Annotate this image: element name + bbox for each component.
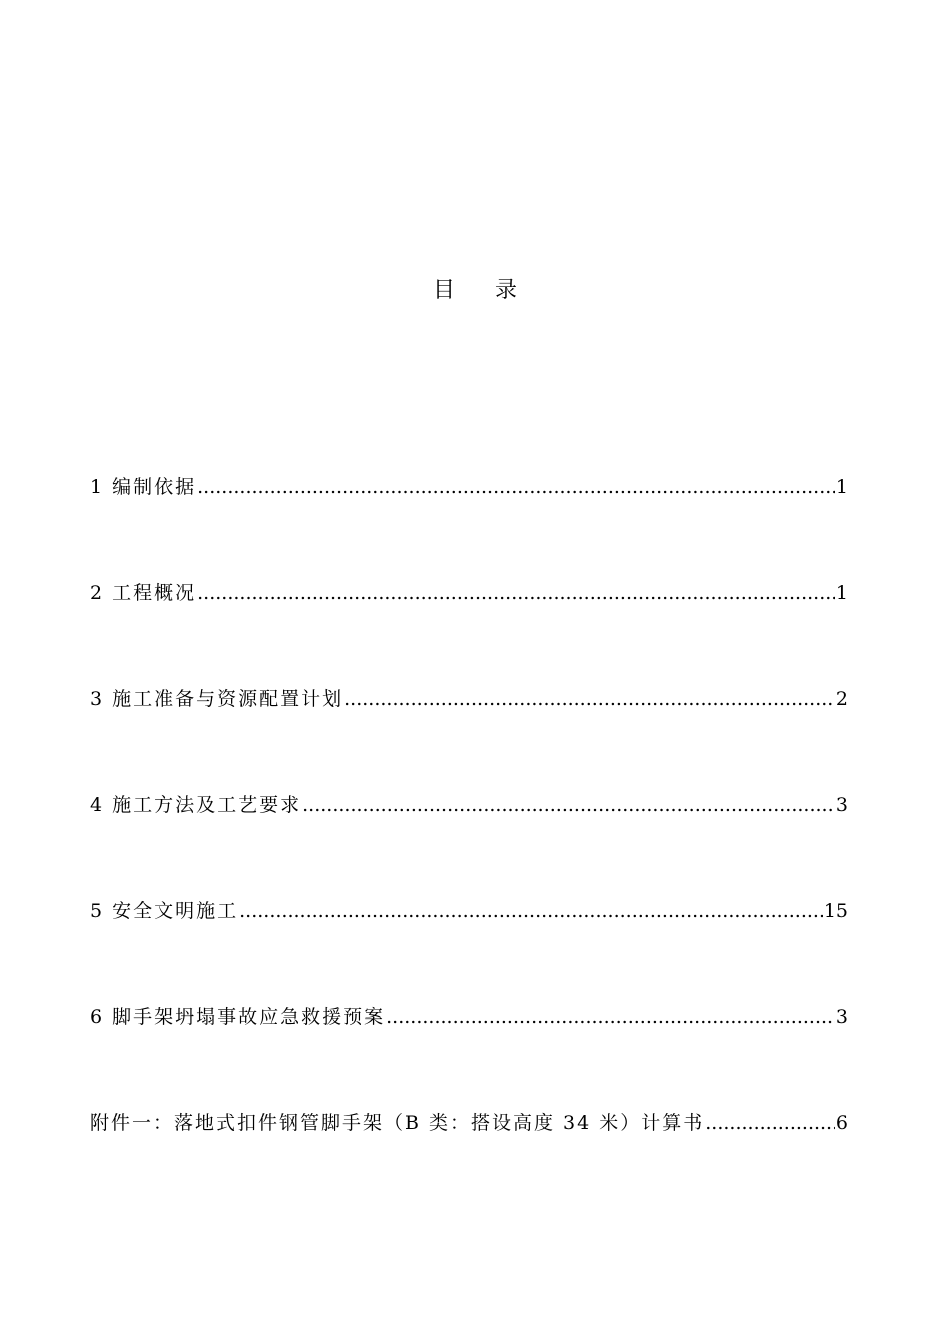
page-title: 目录 [432, 278, 557, 303]
toc-entry[interactable] [90, 1000, 848, 1034]
toc-entry-page: 2 [835, 688, 848, 710]
toc-entry-label: 6 脚手架坍塌事故应急救援预案 [90, 1006, 386, 1028]
toc-entry-label: 2 工程概况 [90, 582, 197, 604]
toc-entry-label: 1 编制依据 [90, 476, 197, 498]
toc-entry[interactable] [90, 576, 848, 610]
toc-dot-leader [344, 682, 835, 716]
toc-entry-label: 4 施工方法及工艺要求 [90, 794, 302, 816]
toc-dot-leader [386, 1000, 835, 1034]
toc-dot-leader [197, 470, 835, 504]
toc-entry-page: 1 [835, 476, 848, 498]
toc-entry-page: 3 [835, 794, 848, 816]
toc-entry-page: 15 [823, 900, 848, 922]
toc-entry[interactable] [90, 682, 848, 716]
toc-entry-label: 附件一：落地式扣件钢管脚手架（B 类：搭设高度 34 米）计算书 [90, 1112, 705, 1134]
toc-entry[interactable] [90, 894, 848, 928]
toc-entry[interactable] [90, 788, 848, 822]
table-of-contents [90, 470, 848, 1212]
toc-entry[interactable] [90, 470, 848, 504]
toc-entry-page: 6 [835, 1112, 848, 1134]
toc-dot-leader [705, 1106, 835, 1140]
toc-entry-page: 3 [835, 1006, 848, 1028]
toc-entry[interactable] [90, 1106, 848, 1140]
toc-entry-label: 3 施工准备与资源配置计划 [90, 688, 344, 710]
toc-entry-page: 1 [835, 582, 848, 604]
toc-dot-leader [302, 788, 835, 822]
toc-dot-leader [197, 576, 835, 610]
toc-entry-label: 5 安全文明施工 [90, 900, 239, 922]
toc-dot-leader [239, 894, 823, 928]
